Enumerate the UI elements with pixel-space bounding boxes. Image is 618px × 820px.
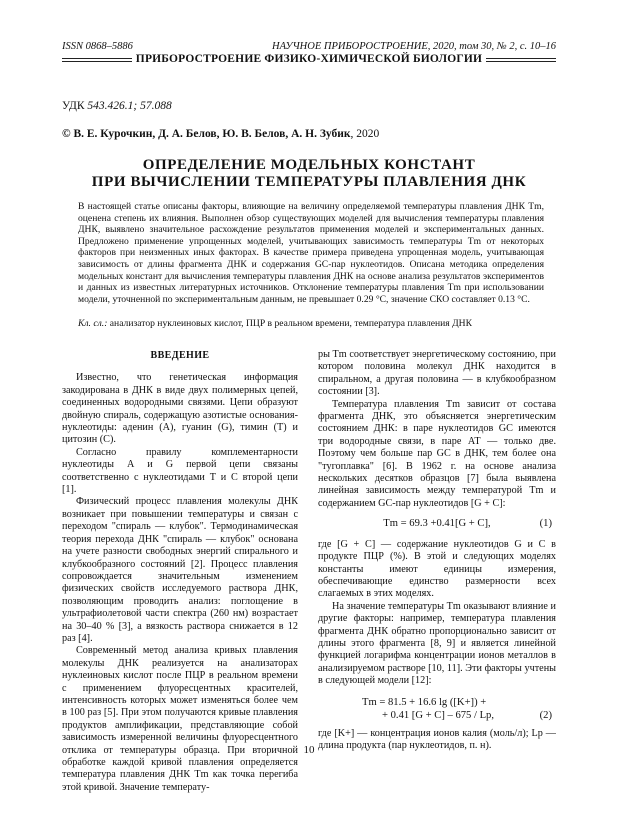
authors: [62, 128, 379, 140]
right-paragraph-5: где [K+] — концентрация ионов калия (моль/л); Lp — длина продукта (пар нуклеотидов, п. н).: [318, 727, 556, 751]
left-paragraph-2: Согласно правилу комплементарности нуклеотиды А и G первой цепи связаны соответственно с нуклеотидами Т и С второй цепи [1].: [62, 446, 298, 496]
right-column: [318, 349, 556, 752]
right-paragraph-2: Температура плавления Tm зависит от состава фрагмента ДНК, это объясняется энергетическим состоянием ДНК: в паре нуклеотидов GC имеются три водородные связи, в паре АТ — только две. Поэтому чем больше пар GC в ДНК, тем более она "тугоплавка" [6]. В 1962 г. на основе анализа нескольких десятков образцов [7] была выявлена линейная зависимость между температурой Tm и содержанием GC-пар нуклеотидов [G + C]:: [318, 398, 556, 509]
left-paragraph-1: Известно, что генетическая информация закодирована в ДНК в виде двух полимерных цепей, соединенных водородными связями. Цепи образуют двойную спираль, содержащую азотистые основания-нуклеотиды: аденин (А), гуанин (G), тимин (T) и цитозин (С).: [62, 372, 298, 446]
formula-1-text: Tm = 69.3 +0.41[G + C],: [383, 518, 491, 530]
formula-1-number: (1): [539, 518, 552, 530]
udk-code: 543.426.1; 57.088: [87, 100, 172, 112]
title-line-1: ОПРЕДЕЛЕНИЕ МОДЕЛЬНЫХ КОНСТАНТ: [142, 157, 476, 173]
keywords-text: анализатор нуклеиновых кислот, ПЦР в реальном времени, температура плавления ДНК: [109, 318, 472, 329]
journal-citation: НАУЧНОЕ ПРИБОРОСТРОЕНИЕ, 2020, том 30, № 2, с. 10–16: [272, 41, 556, 52]
paper-title: [60, 157, 558, 191]
abstract: В настоящей статье описаны факторы, влияющие на величину определяемой температуры плавления ДНК Tm, оценена степень их влияния. Выполнен обзор существующих моделей для вычисления температуры плавления ДНК, выявлено значительное расхождение результатов применения моделей и экспериментальных данных. Предложено применение упрощенных моделей, учитывающих зависимость температуры Tm от некоторых факторов при неизменных иных факторах. В качестве примера приведена упрощенная модель, учитывающая зависимость от длины фрагмента ДНК и содержания GC-пар нуклеотидов. Описана методика определения модельных констант для вычисления температуры плавления ДНК на основе анализа результатов экспериментов и данных из известных литературных источников. Отклонение температуры плавления Tm при использовании модели, уточненной по экспериментальным данным, не превышает 0.29 °С, значение СКО составляет 0.13 °С.: [78, 201, 544, 305]
udk: [62, 100, 172, 112]
formula-2-line-2: + 0.41 [G + C] – 675 / Lp,: [382, 709, 494, 721]
copyright-icon: ©: [62, 128, 71, 140]
right-paragraph-1: ры Tm соответствует энергетическому состоянию, при котором половина молекул ДНК находится в спиральном, а другая половина — в клубкообразном состоянии [3].: [318, 349, 556, 398]
page-number: 10: [303, 744, 315, 756]
issn: ISSN 0868–5886: [62, 41, 133, 52]
formula-2: [318, 696, 556, 722]
right-paragraph-3: где [G + C] — содержание нуклеотидов G и С в продукте ПЦР (%). В этой и следующих моделях константы имеют единицы измерения, обеспечивающие единство размерности всех слагаемых в этих моделях.: [318, 538, 556, 600]
udk-label: УДК: [62, 100, 85, 112]
formula-2-line-1: Tm = 81.5 + 16.6 lg ([K+]) +: [362, 696, 487, 708]
formula-2-number: (2): [539, 709, 552, 721]
right-paragraph-4: На значение температуры Tm оказывают влияние и другие факторы: например, температура плавления фрагмента ДНК обратно пропорционально зависит от длины этого фрагмента [8, 9] и является линейной функцией логарифма концентрации ионов металлов в анализируемом растворе [10, 11]. Эти факторы учтены в следующей модели [12]:: [318, 600, 556, 687]
left-paragraph-3: Физический процесс плавления молекулы ДНК возникает при повышении температуры и связан с переходом "спираль — клубок". Термодинамическая теория перехода ДНК "спираль — клубок" основана на учете разности свободных энергий спирального и клубкообразного состояний [2]. Процесс плавления сопровождается значительным изменением физических свойств исследуемого раствора ДНК, позволяющим проводить анализ: поглощение в ультрафиолетовой части спектра (260 нм) возрастает на 30–40 % [3], а вязкость раствора снижается в 12 раз [4].: [62, 496, 298, 644]
formula-1: [318, 518, 556, 530]
keywords: [78, 318, 544, 330]
keywords-label: Кл. сл.:: [78, 318, 108, 329]
intro-heading: ВВЕДЕНИЕ: [150, 350, 210, 361]
title-line-2: ПРИ ВЫЧИСЛЕНИИ ТЕМПЕРАТУРЫ ПЛАВЛЕНИЯ ДНК: [91, 174, 527, 190]
section-title: ПРИБОРОСТРОЕНИЕ ФИЗИКО-ХИМИЧЕСКОЙ БИОЛОГИИ: [0, 53, 618, 65]
left-column: [62, 350, 298, 794]
author-year: , 2020: [350, 128, 380, 140]
left-paragraph-4: Современный метод анализа кривых плавления молекулы ДНК реализуется на анализаторах нуклеиновых кислот после ПЦР в реальном времени с применением флуоресцентных красителей, интенсивность которых может изменяться более чем в 100 раз [5]. При этом получаются кривые плавления продуктов амплификации, представляющие собой зависимость измеренной величины флуоресцентного отклика от температуры образца. При вторичной обработке каждой кривой плавления определяется температура плавления ДНК Tm как точка перегиба этой кривой. Значение температу-: [62, 645, 298, 793]
author-names: В. Е. Курочкин, Д. А. Белов, Ю. В. Белов, А. Н. Зубик: [73, 128, 351, 140]
